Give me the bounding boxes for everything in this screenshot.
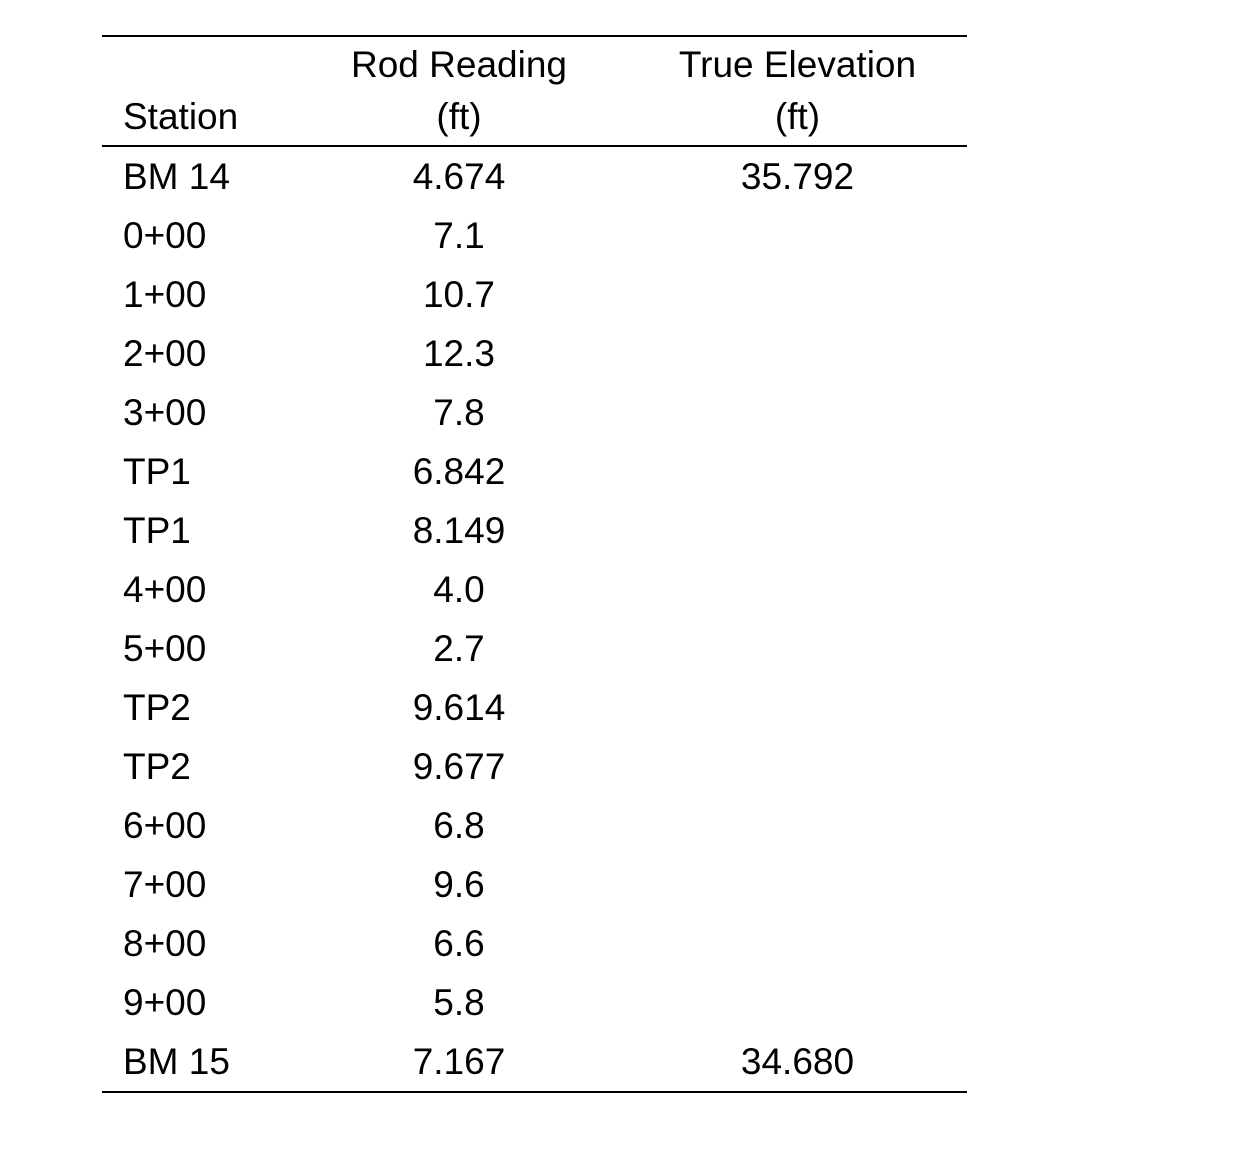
table-header-row xyxy=(102,36,967,146)
table-row xyxy=(102,501,967,560)
table-row xyxy=(102,914,967,973)
table-row xyxy=(102,973,967,1032)
table-row xyxy=(102,442,967,501)
rod-reading-cell: 2.7 xyxy=(433,628,485,669)
header-rod-reading xyxy=(290,36,628,146)
station-cell: TP1 xyxy=(123,510,191,551)
true-elevation-cell xyxy=(628,324,967,383)
true-elevation-cell xyxy=(628,383,967,442)
station-cell: 5+00 xyxy=(123,628,207,669)
station-cell: TP2 xyxy=(123,746,191,787)
table-row xyxy=(102,560,967,619)
true-elevation-cell: 35.792 xyxy=(740,156,855,197)
header-true-elevation-unit: (ft) xyxy=(774,96,821,137)
station-cell: 8+00 xyxy=(123,923,207,964)
rod-reading-cell: 8.149 xyxy=(412,510,506,551)
table-row xyxy=(102,678,967,737)
station-cell: BM 14 xyxy=(123,156,230,197)
rod-reading-cell: 7.8 xyxy=(433,392,485,433)
rod-reading-cell: 4.674 xyxy=(412,156,506,197)
station-cell: BM 15 xyxy=(123,1041,230,1082)
true-elevation-cell xyxy=(628,737,967,796)
rod-reading-cell: 5.8 xyxy=(433,982,485,1023)
rod-reading-cell: 9.614 xyxy=(412,687,506,728)
header-station-label: Station xyxy=(123,96,239,137)
rod-reading-cell: 6.6 xyxy=(433,923,485,964)
true-elevation-cell xyxy=(628,265,967,324)
true-elevation-cell xyxy=(628,678,967,737)
true-elevation-cell xyxy=(628,973,967,1032)
station-cell: TP2 xyxy=(123,687,191,728)
rod-reading-cell: 10.7 xyxy=(422,274,495,315)
true-elevation-cell xyxy=(628,914,967,973)
header-rod-reading-label: Rod Reading xyxy=(351,44,567,85)
station-cell: 2+00 xyxy=(123,333,207,374)
table-row xyxy=(102,324,967,383)
true-elevation-cell xyxy=(628,501,967,560)
true-elevation-cell xyxy=(628,560,967,619)
true-elevation-cell xyxy=(628,619,967,678)
table-row xyxy=(102,619,967,678)
station-cell: 7+00 xyxy=(123,864,207,905)
true-elevation-cell xyxy=(628,206,967,265)
rod-reading-cell: 4.0 xyxy=(433,569,485,610)
table-row xyxy=(102,383,967,442)
rod-reading-cell: 12.3 xyxy=(422,333,495,374)
table-row xyxy=(102,737,967,796)
true-elevation-cell xyxy=(628,442,967,501)
station-cell: 4+00 xyxy=(123,569,207,610)
table-row xyxy=(102,265,967,324)
table-row xyxy=(102,1032,967,1092)
header-station xyxy=(102,36,290,146)
header-rod-reading-unit: (ft) xyxy=(436,96,482,137)
rod-reading-cell: 6.842 xyxy=(412,451,506,492)
true-elevation-cell xyxy=(628,796,967,855)
table-row xyxy=(102,796,967,855)
rod-reading-cell: 9.677 xyxy=(412,746,506,787)
station-cell: 0+00 xyxy=(123,215,207,256)
table-row xyxy=(102,855,967,914)
station-cell: 1+00 xyxy=(123,274,207,315)
rod-reading-cell: 6.8 xyxy=(433,805,485,846)
station-cell: TP1 xyxy=(123,451,191,492)
rod-reading-cell: 7.167 xyxy=(412,1041,506,1082)
survey-table-container xyxy=(102,35,967,1093)
true-elevation-cell: 34.680 xyxy=(740,1041,855,1082)
header-true-elevation-label: True Elevation xyxy=(678,44,917,85)
station-cell: 9+00 xyxy=(123,982,207,1023)
station-cell: 6+00 xyxy=(123,805,207,846)
header-true-elevation xyxy=(628,36,967,146)
table-row xyxy=(102,146,967,206)
table-row xyxy=(102,206,967,265)
station-cell: 3+00 xyxy=(123,392,207,433)
level-survey-table xyxy=(102,35,967,1093)
true-elevation-cell xyxy=(628,855,967,914)
rod-reading-cell: 9.6 xyxy=(433,864,485,905)
rod-reading-cell: 7.1 xyxy=(433,215,485,256)
